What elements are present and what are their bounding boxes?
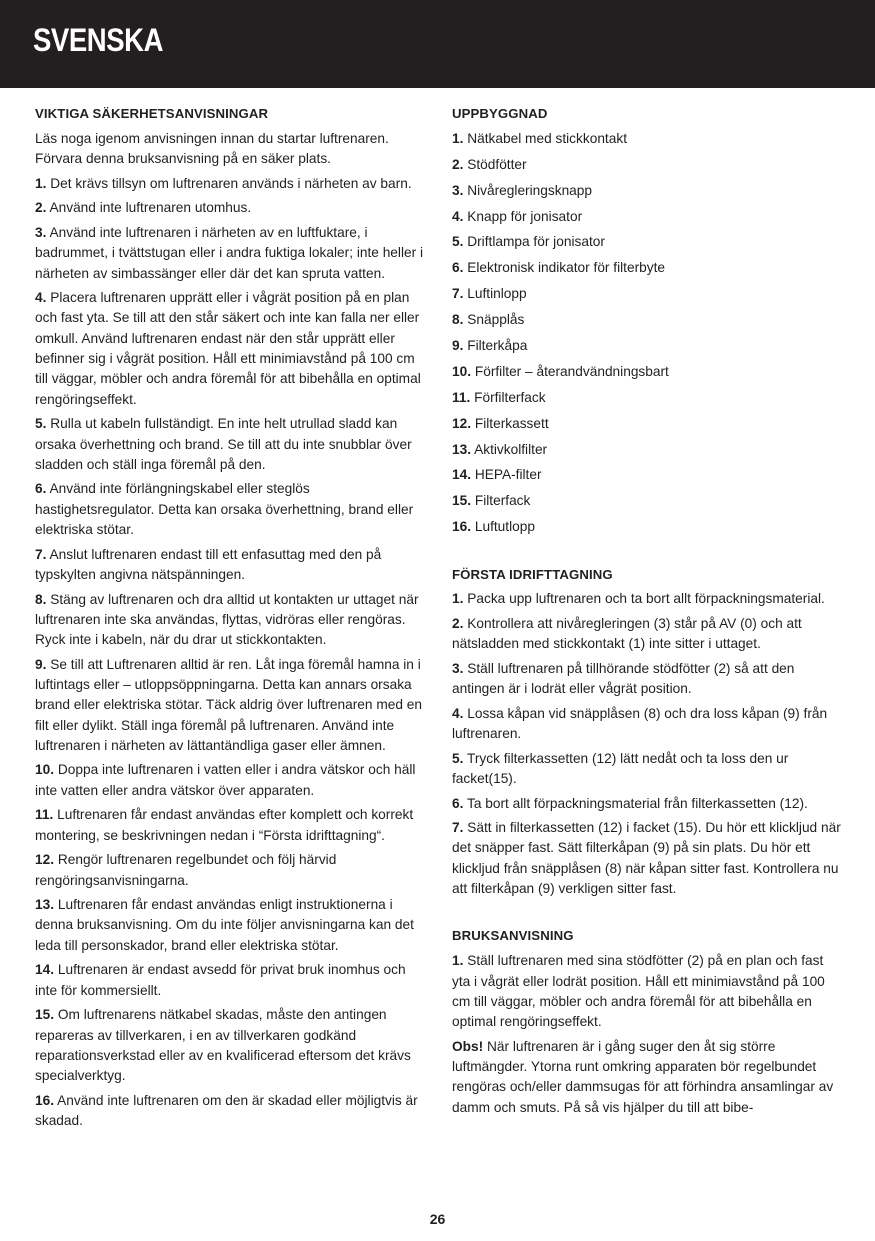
- language-title: SVENSKA: [33, 22, 164, 58]
- header-bar: [0, 0, 875, 88]
- item-number: 10.: [452, 363, 472, 379]
- item-text: Lossa kåpan vid snäpplåsen (8) och dra loss kåpan (9) från luftrenaren.: [452, 705, 828, 742]
- item-number: 3.: [452, 660, 464, 676]
- item-text: Stäng av luftrenaren och dra alltid ut kontakten ur uttaget när luftrenaren inte ska användas, flyttas, vidröras eller rengöras. Ryck inte i kabeln, när du drar ut stickkontakten.: [35, 591, 419, 648]
- item-text: Knapp för jonisator: [467, 208, 583, 224]
- item-number: 7.: [35, 546, 47, 562]
- list-item: [452, 818, 844, 899]
- item-text: Använd inte förlängningskabel eller steglös hastighetsregulator. Detta kan orsaka överhettning, brand eller elektriska stötar.: [35, 481, 414, 538]
- item-number: 6.: [35, 481, 47, 497]
- list-item: [452, 388, 844, 408]
- item-text: Kontrollera att nivåregleringen (3) står på AV (0) och att nätsladden med stickkontakt (1) inte sitter i uttaget.: [452, 616, 802, 652]
- item-text: Luftinlopp: [467, 286, 527, 302]
- item-number: 16.: [452, 519, 472, 535]
- item-text: Aktivkolfilter: [474, 441, 548, 457]
- item-number: 4.: [452, 208, 464, 224]
- item-text: Stödfötter: [467, 156, 527, 172]
- list-item: [452, 794, 844, 814]
- left-column: [35, 104, 427, 1136]
- list-item: [452, 181, 844, 201]
- list-item: [452, 659, 844, 700]
- item-number: 13.: [35, 897, 55, 913]
- item-number: 8.: [452, 312, 464, 328]
- item-number: 3.: [452, 182, 464, 198]
- item-text: Elektronisk indikator för filterbyte: [467, 260, 666, 276]
- item-number: 6.: [452, 795, 464, 811]
- item-text: Tryck filterkassetten (12) lätt nedåt och ta loss den ur facket(15).: [452, 750, 789, 786]
- list-item: [35, 1005, 427, 1086]
- item-number: 16.: [35, 1092, 55, 1108]
- list-item: [452, 614, 844, 655]
- item-number: 14.: [452, 467, 472, 483]
- item-number: 12.: [35, 852, 55, 868]
- list-item: [35, 590, 427, 651]
- list-item: [452, 362, 844, 382]
- item-number: 6.: [452, 260, 464, 276]
- item-text: Förfilterfack: [474, 389, 546, 405]
- list-item: [452, 336, 844, 356]
- item-text: Placera luftrenaren upprätt eller i vågrät position på en plan och fast yta. Se till att den står säkert och inte kan falla ner eller omkull. Använd luftrenaren endast när den står upprätt eller befinner sig i vågrät position. Håll ett minimiavstånd på 100 cm till väggar, möbler och andra föremål för att bibehålla en optimal rengöringseffekt.: [35, 290, 421, 407]
- list-item: [452, 155, 844, 175]
- item-number: 15.: [35, 1007, 55, 1023]
- item-number: 5.: [452, 234, 464, 250]
- list-item: [452, 951, 844, 1032]
- list-item: [452, 1037, 844, 1118]
- construction-list: [452, 129, 844, 538]
- item-number: 2.: [35, 200, 47, 216]
- item-text: Rengör luftrenaren regelbundet och följ härvid rengöringsanvisningarna.: [35, 852, 337, 888]
- safety-list: [35, 174, 427, 1132]
- item-number: 4.: [35, 290, 47, 306]
- item-number: 1.: [452, 591, 464, 607]
- first-use-list: [452, 589, 844, 899]
- item-text: Rulla ut kabeln fullständigt. En inte helt utrullad sladd kan orsaka överhettning och brand. Se till att du inte snubblar över sladden och ställ inga föremål på den.: [35, 416, 412, 472]
- item-text: Om luftrenarens nätkabel skadas, måste den antingen repareras av tillverkaren, i en av tillverkaren godkänd reparationsverkstad eller av en kvalificerad eftersom det krävs specialverktyg.: [35, 1007, 411, 1084]
- item-text: Luftutlopp: [474, 519, 535, 535]
- item-number: 11.: [35, 807, 54, 823]
- usage-list: [452, 951, 844, 1118]
- item-number: 7.: [452, 286, 464, 302]
- item-text: Sätt in filterkassetten (12) i facket (15). Du hör ett klickljud när det snäpper fast. Sätt filterkåpan (9) på sin plats. Du hör ett klickljud från snäpplåsen (8) när kåpan sitter fast. Kontrollera nu att filterkåpan (9) verkligen sitter fast.: [452, 820, 841, 897]
- item-text: Doppa inte luftrenaren i vatten eller i andra vätskor och häll inte vatten eller andra vätskor över apparaten.: [35, 762, 416, 798]
- list-item: [452, 310, 844, 330]
- safety-intro: Läs noga igenom anvisningen innan du startar luftrenaren. Förvara denna bruksanvisning på en säker plats.: [35, 130, 389, 167]
- item-text: HEPA-filter: [474, 467, 542, 483]
- list-item: [35, 760, 427, 801]
- list-item: [452, 589, 844, 609]
- item-number: 2.: [452, 156, 464, 172]
- item-number: 5.: [35, 416, 47, 432]
- item-text: Filterfack: [474, 493, 531, 509]
- item-number: 1.: [35, 175, 47, 191]
- item-text: Använd inte luftrenaren utomhus.: [49, 200, 252, 216]
- item-number: 2.: [452, 616, 464, 632]
- list-item: [35, 805, 427, 846]
- list-item: [452, 704, 844, 745]
- list-item: [452, 465, 844, 485]
- item-text: Anslut luftrenaren endast till ett enfasuttag med den på typskylten angivna nätspänningen.: [35, 546, 382, 582]
- item-text: Packa upp luftrenaren och ta bort allt förpackningsmaterial.: [467, 591, 825, 607]
- list-item: [35, 655, 427, 756]
- list-item: [35, 223, 427, 284]
- item-number: 3.: [35, 224, 47, 240]
- list-item: [452, 284, 844, 304]
- item-text: När luftrenaren är i gång suger den åt sig större luftmängder. Ytorna runt omkring apparaten bör regelbundet rengöras och/eller dammsugas för att förhindra ansamlingar av damm och smuts. På så vis hjälper du till att bibe-: [452, 1038, 834, 1115]
- item-number: 1.: [452, 130, 464, 146]
- item-number: 4.: [452, 705, 464, 721]
- list-item: [452, 129, 844, 149]
- construction-heading: UPPBYGGNAD: [452, 106, 548, 121]
- item-text: Nivåregleringsknapp: [467, 182, 593, 198]
- item-text: Använd inte luftrenaren om den är skadad eller möjligtvis är skadad.: [35, 1092, 418, 1128]
- list-item: [35, 198, 427, 218]
- list-item: [35, 174, 427, 194]
- list-item: [35, 1091, 427, 1132]
- item-number: 11.: [452, 389, 471, 405]
- list-item: [452, 414, 844, 434]
- item-text: Förfilter – återandvändningsbart: [474, 363, 669, 379]
- item-number: 15.: [452, 493, 472, 509]
- item-number: 7.: [452, 820, 464, 836]
- list-item: [35, 545, 427, 586]
- list-item: [35, 960, 427, 1001]
- item-text: Snäpplås: [467, 312, 525, 328]
- item-text: Ställ luftrenaren med sina stödfötter (2) på en plan och fast yta i vågrät eller lodrät position. Håll ett minimiavstånd på 100 cm till väggar, möbler och andra föremål för att bibehålla en optimal rengöringseffekt.: [452, 953, 825, 1030]
- list-item: [452, 258, 844, 278]
- item-text: Filterkassett: [474, 415, 549, 431]
- item-text: Använd inte luftrenaren i närheten av en luftfuktare, i badrummet, i tvättstugan eller i andra fuktiga lokaler; inte heller i närheten av simbassänger eller där det kan spruta vatten.: [35, 224, 424, 281]
- item-number: 8.: [35, 591, 47, 607]
- item-number: Obs!: [452, 1038, 484, 1054]
- item-text: Ställ luftrenaren på tillhörande stödfötter (2) så att den antingen är i lodrät eller vågrät position.: [452, 660, 795, 697]
- list-item: [452, 749, 844, 790]
- item-number: 1.: [452, 953, 464, 969]
- item-number: 5.: [452, 750, 464, 766]
- item-text: Det krävs tillsyn om luftrenaren används i närheten av barn.: [50, 175, 412, 191]
- item-number: 14.: [35, 962, 55, 978]
- list-item: [35, 850, 427, 891]
- list-item: [35, 414, 427, 475]
- list-item: [452, 207, 844, 227]
- list-item: [452, 232, 844, 252]
- list-item: [35, 895, 427, 956]
- item-text: Nätkabel med stickkontakt: [467, 130, 627, 146]
- list-item: [452, 517, 844, 537]
- safety-heading: VIKTIGA SÄKERHETSANVISNINGAR: [35, 106, 269, 121]
- right-column: [452, 104, 844, 1122]
- list-item: [35, 288, 427, 410]
- item-text: Luftrenaren får endast användas enligt instruktionerna i denna bruksanvisning. Om du inte följer anvisningarna kan det leda till personskador, brand eller elektriska stötar.: [35, 897, 414, 953]
- page-number: 26: [429, 1211, 446, 1227]
- usage-heading: BRUKSANVISNING: [452, 928, 574, 944]
- item-text: Filterkåpa: [467, 338, 528, 354]
- item-number: 13.: [452, 441, 472, 457]
- list-item: [35, 479, 427, 540]
- list-item: [452, 440, 844, 460]
- item-number: 12.: [452, 415, 472, 431]
- item-text: Luftrenaren får endast användas efter komplett och korrekt montering, se beskrivningen nedan i “Första idrifttagning“.: [35, 807, 414, 843]
- item-text: Ta bort allt förpackningsmaterial från filterkassetten (12).: [466, 795, 808, 811]
- first-use-heading: FÖRSTA IDRIFTTAGNING: [452, 566, 613, 582]
- item-text: Driftlampa för jonisator: [467, 234, 605, 250]
- item-text: Luftrenaren är endast avsedd för privat bruk inomhus och inte för kommersiellt.: [35, 962, 406, 998]
- item-number: 9.: [35, 656, 47, 672]
- item-number: 10.: [35, 762, 55, 778]
- list-item: [452, 491, 844, 511]
- item-number: 9.: [452, 338, 464, 354]
- item-text: Se till att Luftrenaren alltid är ren. Låt inga föremål hamna in i luftintags eller – utloppsöppningarna. Detta kan annars orsaka brand eller elektriska stötar. Täck aldrig över luftrenaren med en filt eller dylikt. Ställ inga föremål på luftrenaren. Använd inte luftrenaren i närheten av lättantändliga gaser eller ämnen.: [35, 656, 422, 753]
